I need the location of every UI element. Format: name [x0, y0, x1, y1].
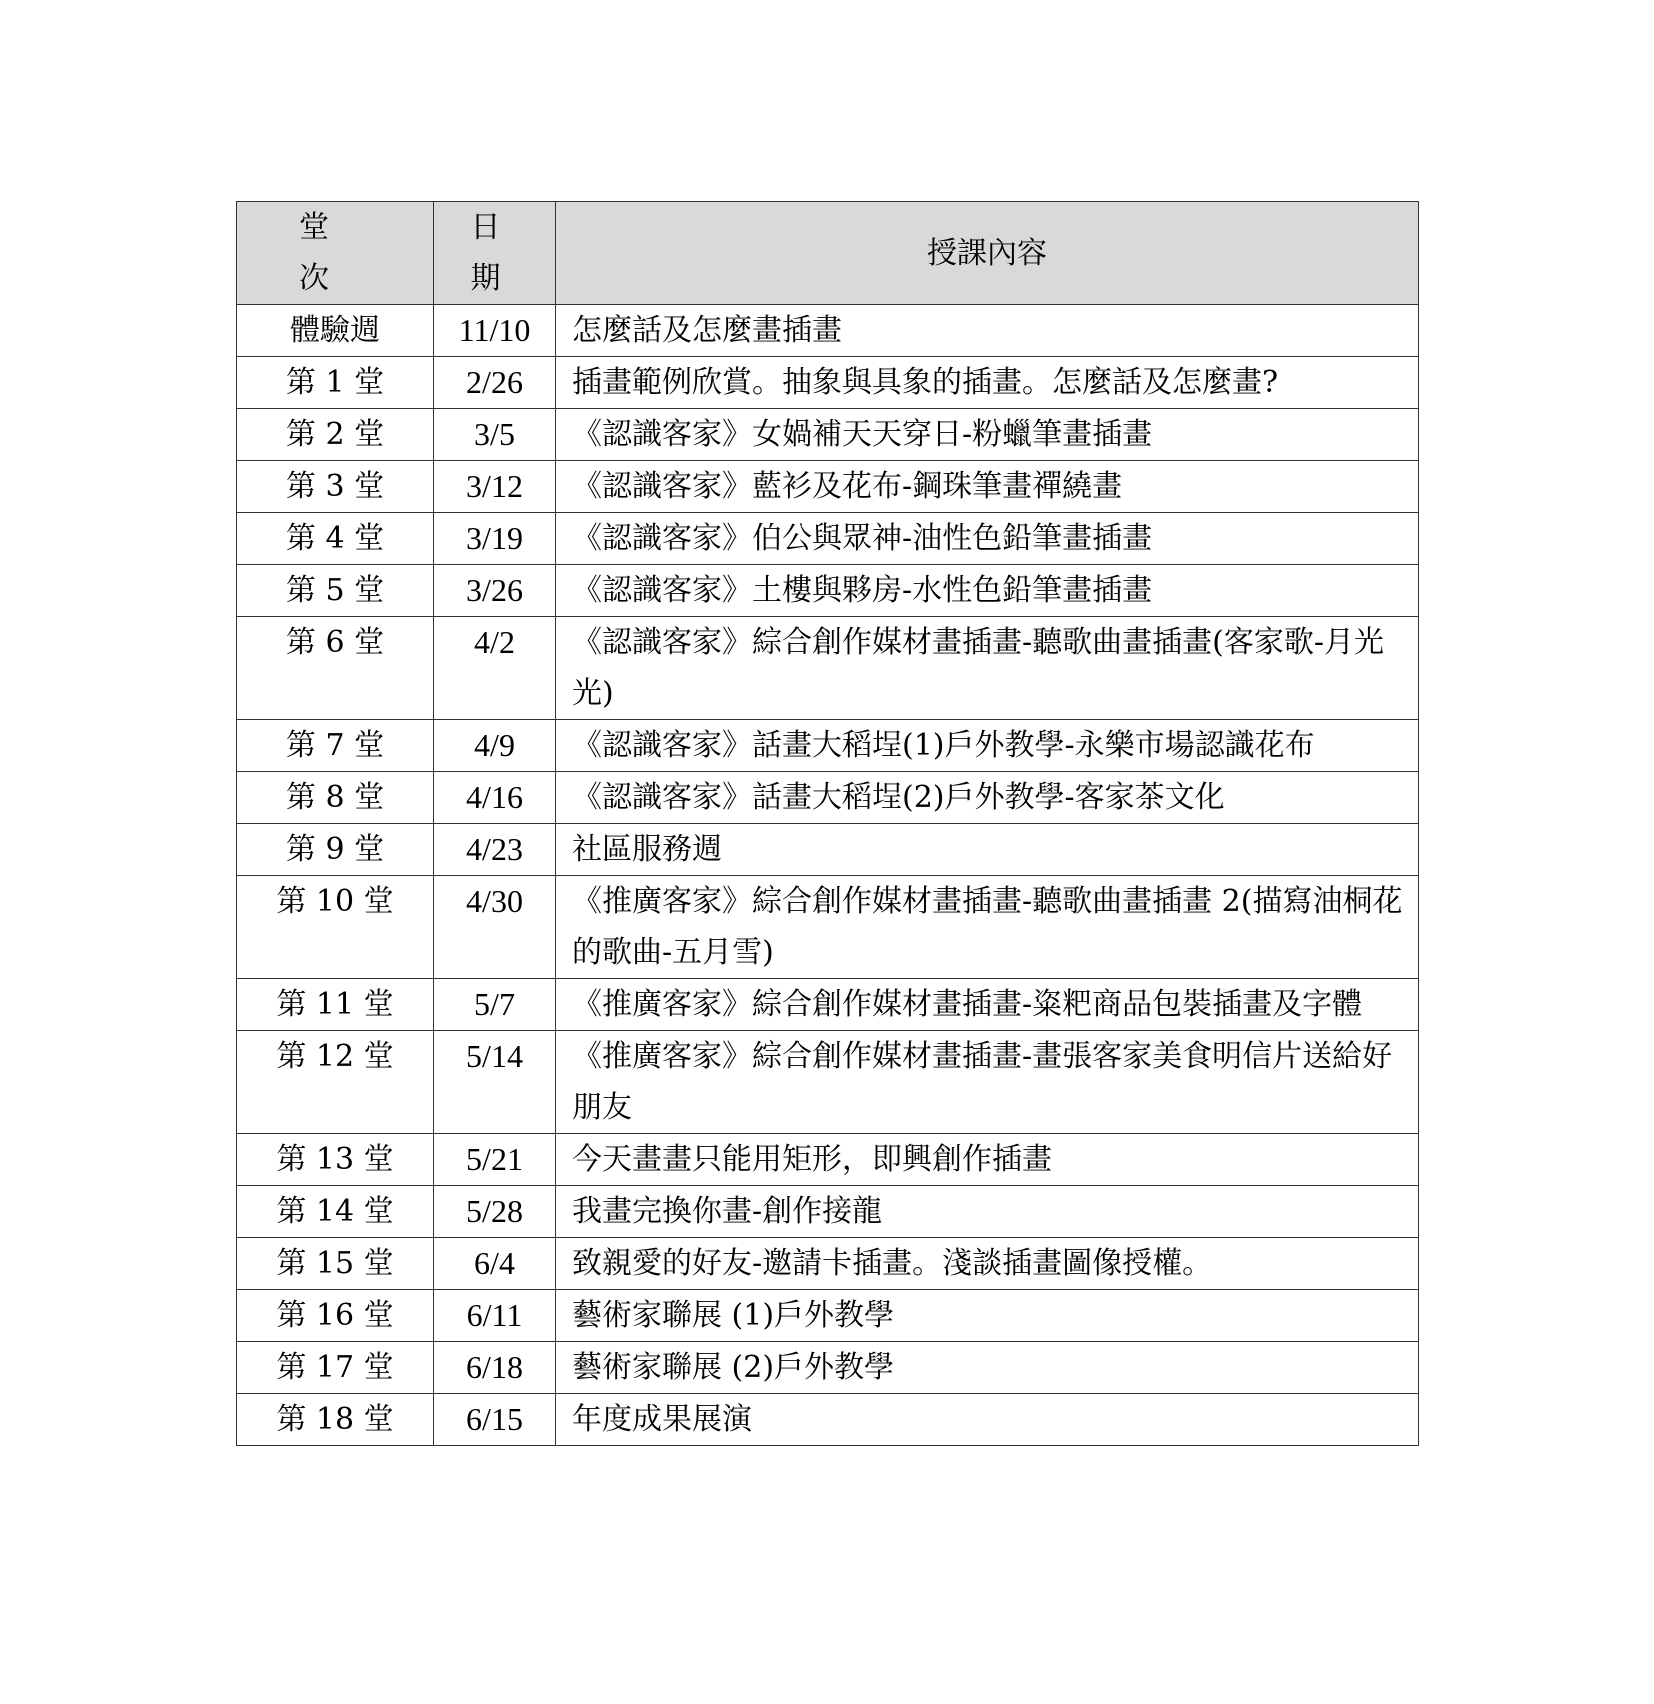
header-row: [237, 202, 1419, 305]
content-cell: 我畫完換你畫-創作接龍: [556, 1186, 1419, 1238]
table-row: [237, 772, 1419, 824]
session-cell: 第 18 堂: [237, 1394, 434, 1446]
content-cell: 《推廣客家》綜合創作媒材畫插畫-聽歌曲畫插畫 2(描寫油桐花的歌曲-五月雪): [556, 876, 1419, 979]
table-row: [237, 305, 1419, 357]
table-row: [237, 513, 1419, 565]
content-cell: 藝術家聯展 (2)戶外教學: [556, 1342, 1419, 1394]
content-cell: 年度成果展演: [556, 1394, 1419, 1446]
table-row: [237, 1394, 1419, 1446]
date-cell: 5/28: [434, 1186, 556, 1238]
date-cell: 4/9: [434, 720, 556, 772]
content-cell: 《認識客家》話畫大稻埕(2)戶外教學-客家茶文化: [556, 772, 1419, 824]
content-cell: 致親愛的好友-邀請卡插畫。淺談插畫圖像授權。: [556, 1238, 1419, 1290]
content-cell: 怎麼話及怎麼畫插畫: [556, 305, 1419, 357]
content-cell: 《認識客家》伯公與眾神-油性色鉛筆畫插畫: [556, 513, 1419, 565]
session-cell: 體驗週: [237, 305, 434, 357]
session-cell: 第 7 堂: [237, 720, 434, 772]
header-content: 授課內容: [556, 202, 1419, 305]
date-cell: 6/18: [434, 1342, 556, 1394]
table-row: [237, 1290, 1419, 1342]
session-cell: 第 5 堂: [237, 565, 434, 617]
content-cell: 今天畫畫只能用矩形，即興創作插畫: [556, 1134, 1419, 1186]
session-cell: 第 2 堂: [237, 409, 434, 461]
table-row: [237, 876, 1419, 979]
content-cell: 《認識客家》綜合創作媒材畫插畫-聽歌曲畫插畫(客家歌-月光光): [556, 617, 1419, 720]
content-cell: 《推廣客家》綜合創作媒材畫插畫-畫張客家美食明信片送給好朋友: [556, 1031, 1419, 1134]
session-cell: 第 3 堂: [237, 461, 434, 513]
header-session: 堂 次: [237, 202, 434, 305]
table-row: [237, 1186, 1419, 1238]
session-cell: 第 12 堂: [237, 1031, 434, 1134]
date-cell: 5/14: [434, 1031, 556, 1134]
date-cell: 3/26: [434, 565, 556, 617]
date-cell: 11/10: [434, 305, 556, 357]
table-row: [237, 617, 1419, 720]
table-row: [237, 824, 1419, 876]
session-cell: 第 16 堂: [237, 1290, 434, 1342]
session-cell: 第 13 堂: [237, 1134, 434, 1186]
date-cell: 3/5: [434, 409, 556, 461]
table-row: [237, 565, 1419, 617]
session-cell: 第 17 堂: [237, 1342, 434, 1394]
table-row: [237, 1031, 1419, 1134]
content-cell: 《認識客家》話畫大稻埕(1)戶外教學-永樂市場認識花布: [556, 720, 1419, 772]
date-cell: 2/26: [434, 357, 556, 409]
content-cell: 藝術家聯展 (1)戶外教學: [556, 1290, 1419, 1342]
content-cell: 社區服務週: [556, 824, 1419, 876]
date-cell: 3/12: [434, 461, 556, 513]
date-cell: 4/16: [434, 772, 556, 824]
session-cell: 第 9 堂: [237, 824, 434, 876]
session-cell: 第 15 堂: [237, 1238, 434, 1290]
content-cell: 《認識客家》土樓與夥房-水性色鉛筆畫插畫: [556, 565, 1419, 617]
date-cell: 6/15: [434, 1394, 556, 1446]
content-cell: 《認識客家》藍衫及花布-鋼珠筆畫禪繞畫: [556, 461, 1419, 513]
table-row: [237, 979, 1419, 1031]
table-row: [237, 1134, 1419, 1186]
table-row: [237, 720, 1419, 772]
session-cell: 第 11 堂: [237, 979, 434, 1031]
session-cell: 第 6 堂: [237, 617, 434, 720]
content-cell: 插畫範例欣賞。抽象與具象的插畫。怎麼話及怎麼畫?: [556, 357, 1419, 409]
table-row: [237, 409, 1419, 461]
date-cell: 6/11: [434, 1290, 556, 1342]
session-cell: 第 14 堂: [237, 1186, 434, 1238]
session-cell: 第 1 堂: [237, 357, 434, 409]
header-date: 日 期: [434, 202, 556, 305]
table-row: [237, 1238, 1419, 1290]
date-cell: 5/7: [434, 979, 556, 1031]
date-cell: 3/19: [434, 513, 556, 565]
date-cell: 5/21: [434, 1134, 556, 1186]
session-cell: 第 10 堂: [237, 876, 434, 979]
content-cell: 《認識客家》女媧補天天穿日-粉蠟筆畫插畫: [556, 409, 1419, 461]
date-cell: 4/23: [434, 824, 556, 876]
course-schedule-table: [236, 201, 1419, 1446]
table-row: [237, 357, 1419, 409]
content-cell: 《推廣客家》綜合創作媒材畫插畫-粢粑商品包裝插畫及字體: [556, 979, 1419, 1031]
session-cell: 第 4 堂: [237, 513, 434, 565]
session-cell: 第 8 堂: [237, 772, 434, 824]
table-row: [237, 1342, 1419, 1394]
table-row: [237, 461, 1419, 513]
date-cell: 4/2: [434, 617, 556, 720]
date-cell: 4/30: [434, 876, 556, 979]
date-cell: 6/4: [434, 1238, 556, 1290]
